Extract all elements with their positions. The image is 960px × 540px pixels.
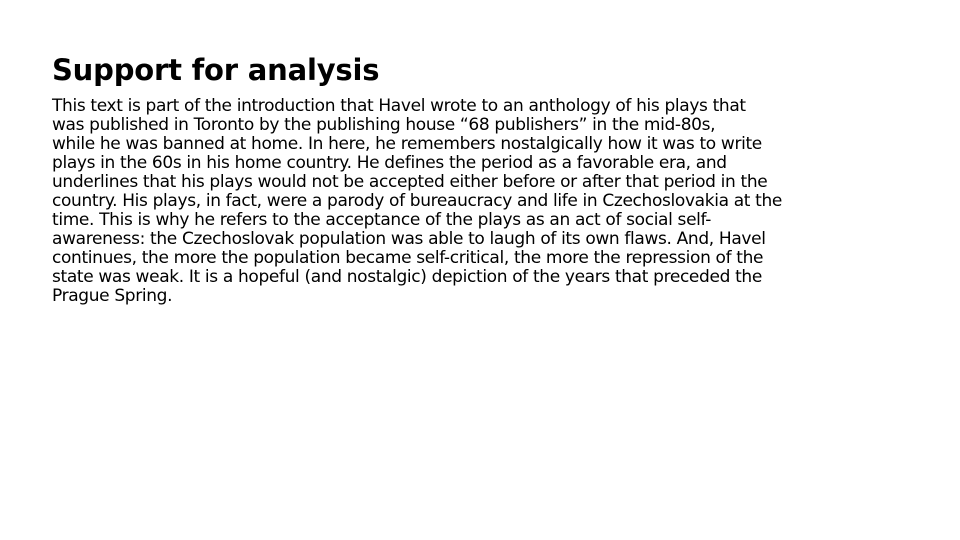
body-line: time. This is why he refers to the acceptance of the plays as an act of social self-: [52, 210, 712, 230]
body-line: while he was banned at home. In here, he remembers nostalgically how it was to write: [52, 134, 762, 154]
body-line: plays in the 60s in his home country. He defines the period as a favorable era, and: [52, 153, 727, 173]
body-line: Prague Spring.: [52, 286, 173, 306]
body-line: continues, the more the population became self-critical, the more the repression of the: [52, 248, 764, 268]
body-line: awareness: the Czechoslovak population was able to laugh of its own flaws. And, Havel: [52, 229, 766, 249]
body-line: This text is part of the introduction that Havel wrote to an anthology of his plays that: [52, 96, 746, 116]
slide-title: Support for analysis: [52, 53, 380, 87]
body-line: underlines that his plays would not be accepted either before or after that period in the: [52, 172, 768, 192]
body-line: was published in Toronto by the publishing house “68 publishers” in the mid-80s,: [52, 115, 716, 135]
body-line: state was weak. It is a hopeful (and nostalgic) depiction of the years that preceded the: [52, 267, 762, 287]
body-line: country. His plays, in fact, were a parody of bureaucracy and life in Czechoslovakia at the: [52, 191, 783, 211]
slide-body-text: [52, 97, 932, 306]
